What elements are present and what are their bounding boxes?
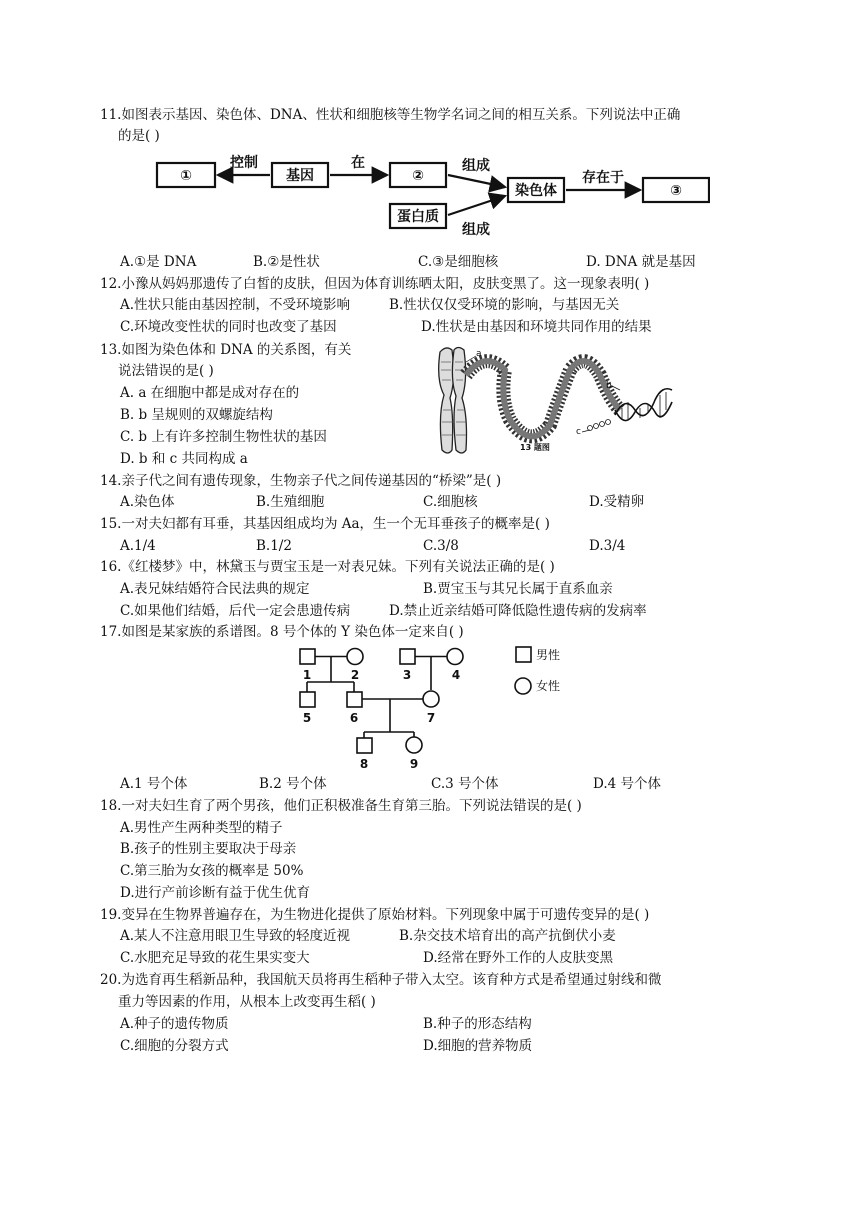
q14-stem: 14.亲子代之间有遗传现象，生物亲子代之间传递基因的“桥梁”是( ): [100, 473, 502, 489]
q11-option-a[interactable]: A.①是 DNA: [120, 254, 197, 270]
q17-option-c[interactable]: C.3 号个体: [431, 776, 499, 792]
q15-option-c[interactable]: C.3/8: [423, 538, 459, 554]
legend-female-label: 女性: [536, 679, 561, 693]
q16-option-d[interactable]: D.禁止近亲结婚可降低隐性遗传病的发病率: [389, 603, 647, 619]
q15-option-d[interactable]: D.3/4: [589, 538, 626, 554]
label-2: 2: [350, 668, 360, 682]
individual-2: [347, 649, 363, 665]
box-3-label: ③: [670, 183, 682, 199]
q18-option-b[interactable]: B.孩子的性别主要取决于母亲: [120, 841, 297, 857]
legend-male-label: 男性: [536, 648, 561, 662]
q16-stem: 16.《红楼梦》中，林黛玉与贾宝玉是一对表兄妹。下列有关说法正确的是( ): [100, 559, 555, 575]
q20-option-b[interactable]: B.种子的形态结构: [423, 1016, 532, 1032]
q18-option-c[interactable]: C.第三胎为女孩的概率是 50%: [120, 863, 304, 879]
q13-label-a: a: [476, 349, 482, 359]
q17-stem: 17.如图是某家族的系谱图。8 号个体的 Y 染色体一定来自( ): [100, 624, 464, 640]
arrow-compose-2: [448, 196, 505, 215]
q20-stem: 20.为选育再生稻新品种，我国航天员将再生稻种子带入太空。该育种方式是希望通过射线和微: [100, 972, 662, 988]
q16-option-b[interactable]: B.贾宝玉与其兄长属于直系血亲: [423, 581, 613, 597]
individual-5: [300, 692, 315, 707]
q11-relationship-diagram: [150, 148, 710, 243]
q13-option-a[interactable]: A. a 在细胞中都是成对存在的: [120, 385, 300, 401]
q11-option-b[interactable]: B.②是性状: [253, 254, 320, 270]
q11-option-d[interactable]: D. DNA 就是基因: [586, 254, 696, 270]
individual-7: [423, 691, 439, 707]
q12-option-c[interactable]: C.环境改变性状的同时也改变了基因: [120, 319, 337, 335]
arrow-control-label: 控制: [230, 155, 258, 171]
label-5: 5: [302, 711, 312, 725]
q13-figure-caption: 13 题图: [520, 443, 550, 452]
legend-male-symbol: [516, 647, 531, 662]
arrow-compose-2-label: 组成: [462, 222, 490, 238]
q11-stem-cont: 的是( ): [118, 128, 160, 144]
q13-option-c[interactable]: C. b 上有许多控制生物性状的基因: [120, 429, 327, 445]
q13-chromosome-dna-figure: [430, 340, 680, 465]
q19-option-b[interactable]: B.杂交技术培育出的高产抗倒伏小麦: [399, 928, 616, 944]
q14-option-c[interactable]: C.细胞核: [423, 494, 478, 510]
q17-option-b[interactable]: B.2 号个体: [259, 776, 327, 792]
q20-option-c[interactable]: C.细胞的分裂方式: [120, 1038, 229, 1054]
individual-4: [447, 649, 463, 665]
q15-option-a[interactable]: A.1/4: [120, 538, 156, 554]
q18-stem: 18.一对夫妇生育了两个男孩，他们正积极准备生育第三胎。下列说法错误的是( ): [100, 798, 582, 814]
label-7: 7: [426, 711, 436, 725]
q12-option-a[interactable]: A.性状只能由基因控制，不受环境影响: [120, 297, 351, 313]
q20-option-a[interactable]: A.种子的遗传物质: [120, 1016, 229, 1032]
arrow-compose-1: [448, 175, 505, 187]
label-8: 8: [359, 757, 369, 771]
individual-9: [406, 737, 422, 753]
q20-option-d[interactable]: D.细胞的营养物质: [423, 1038, 533, 1054]
individual-1: [300, 649, 315, 664]
q12-stem: 12.小豫从妈妈那遗传了白皙的皮肤，但因为体育训练晒太阳，皮肤变黑了。这一现象表明( ): [100, 276, 650, 292]
q12-option-b[interactable]: B.性状仅仅受环境的影响，与基因无关: [389, 297, 620, 313]
box-1-label: ①: [180, 168, 192, 184]
q13-label-c: c: [576, 427, 581, 437]
legend-female-symbol: [515, 678, 531, 694]
label-6: 6: [349, 711, 359, 725]
q16-option-c[interactable]: C.如果他们结婚，后代一定会患遗传病: [120, 603, 351, 619]
q14-option-b[interactable]: B.生殖细胞: [256, 494, 325, 510]
box-2-label: ②: [412, 168, 424, 184]
arrow-in-label: 在: [351, 155, 365, 171]
box-chromosome-label: 染色体: [515, 183, 557, 199]
q15-stem: 15.一对夫妇都有耳垂，其基因组成均为 Aa，生一个无耳垂孩子的概率是( ): [100, 516, 550, 532]
arrow-exist-label: 存在于: [582, 170, 624, 186]
label-3: 3: [402, 668, 412, 682]
q13-stem: 13.如图为染色体和 DNA 的关系图，有关: [100, 342, 352, 358]
q13-option-b[interactable]: B. b 呈规则的双螺旋结构: [120, 407, 273, 423]
q19-option-d[interactable]: D.经常在野外工作的人皮肤变黑: [423, 950, 614, 966]
individual-6: [347, 692, 362, 707]
q17-pedigree-chart: [290, 642, 590, 774]
q14-option-a[interactable]: A.染色体: [120, 494, 175, 510]
arrow-compose-1-label: 组成: [462, 158, 490, 174]
box-protein-label: 蛋白质: [397, 209, 439, 225]
q17-option-d[interactable]: D.4 号个体: [593, 776, 662, 792]
q19-option-a[interactable]: A.某人不注意用眼卫生导致的轻度近视: [120, 928, 351, 944]
q18-option-a[interactable]: A.男性产生两种类型的精子: [120, 820, 283, 836]
label-9: 9: [409, 757, 419, 771]
q11-option-c[interactable]: C.③是细胞核: [418, 254, 499, 270]
q11-stem: 11.如图表示基因、染色体、DNA、性状和细胞核等生物学名词之间的相互关系。下列说法中正确: [100, 107, 681, 123]
q13-option-d[interactable]: D. b 和 c 共同构成 a: [120, 451, 248, 467]
q19-option-c[interactable]: C.水肥充足导致的花生果实变大: [120, 950, 310, 966]
q13-stem-cont: 说法错误的是( ): [118, 363, 214, 379]
q15-option-b[interactable]: B.1/2: [256, 538, 292, 554]
q13-label-b: b: [606, 381, 612, 391]
q17-option-a[interactable]: A.1 号个体: [120, 776, 188, 792]
q12-option-d[interactable]: D.性状是由基因和环境共同作用的结果: [421, 319, 652, 335]
q16-option-a[interactable]: A.表兄妹结婚符合民法典的规定: [120, 581, 310, 597]
individual-3: [400, 649, 415, 664]
individual-8: [357, 738, 372, 753]
q18-option-d[interactable]: D.进行产前诊断有益于优生优育: [120, 885, 311, 901]
q19-stem: 19.变异在生物界普遍存在，为生物进化提供了原始材料。下列现象中属于可遗传变异的是( ): [100, 907, 650, 923]
label-1: 1: [302, 668, 312, 682]
box-gene-label: 基因: [286, 168, 314, 184]
label-4: 4: [451, 668, 461, 682]
q14-option-d[interactable]: D.受精卵: [589, 494, 645, 510]
q20-stem-cont: 重力等因素的作用，从根本上改变再生稻( ): [118, 994, 376, 1010]
